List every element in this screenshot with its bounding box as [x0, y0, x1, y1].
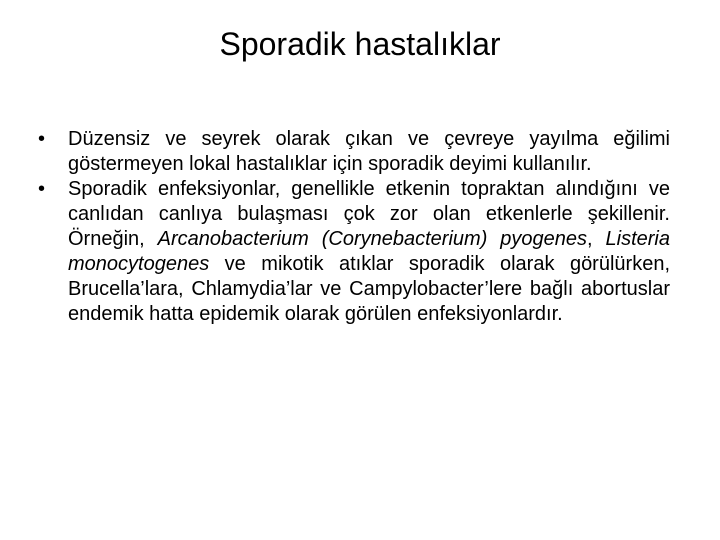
- bullet-text-segment: ve mikotik atıklar sporadik olarak görülürken, Brucella’lara, Chlamydia’lar ve Campylobacter’lere bağlı abortuslar endemik hatta epidemik olarak görülen enfeksiyonlardır.: [68, 253, 670, 325]
- bullet-text-segment: ,: [587, 228, 606, 250]
- bullet-text-segment: Sporadik enfeksiyonlar, genellikle etkenin topraktan alındığını ve canlıdan canlıya bulaşması çok zor olan etkenlerle şekillenir. Örneğin,: [68, 178, 670, 250]
- slide-title: Sporadik hastalıklar: [219, 26, 501, 62]
- bullet-text: [68, 127, 670, 177]
- bullet-item: [38, 127, 670, 177]
- bullet-item: [38, 177, 670, 327]
- bullet-marker: •: [38, 178, 46, 200]
- bullet-text-segment: Düzensiz ve seyrek olarak çıkan ve çevreye yayılma eğilimi göstermeyen lokal hastalıklar için sporadik deyimi kullanılır.: [68, 128, 670, 175]
- bullet-marker: •: [38, 128, 46, 150]
- species-name: Arcanobacterium (Corynebacterium) pyogenes: [157, 228, 588, 250]
- species-name: Listeria monocytogenes: [68, 228, 670, 275]
- bullet-list: [38, 127, 670, 327]
- bullet-text: [68, 177, 670, 327]
